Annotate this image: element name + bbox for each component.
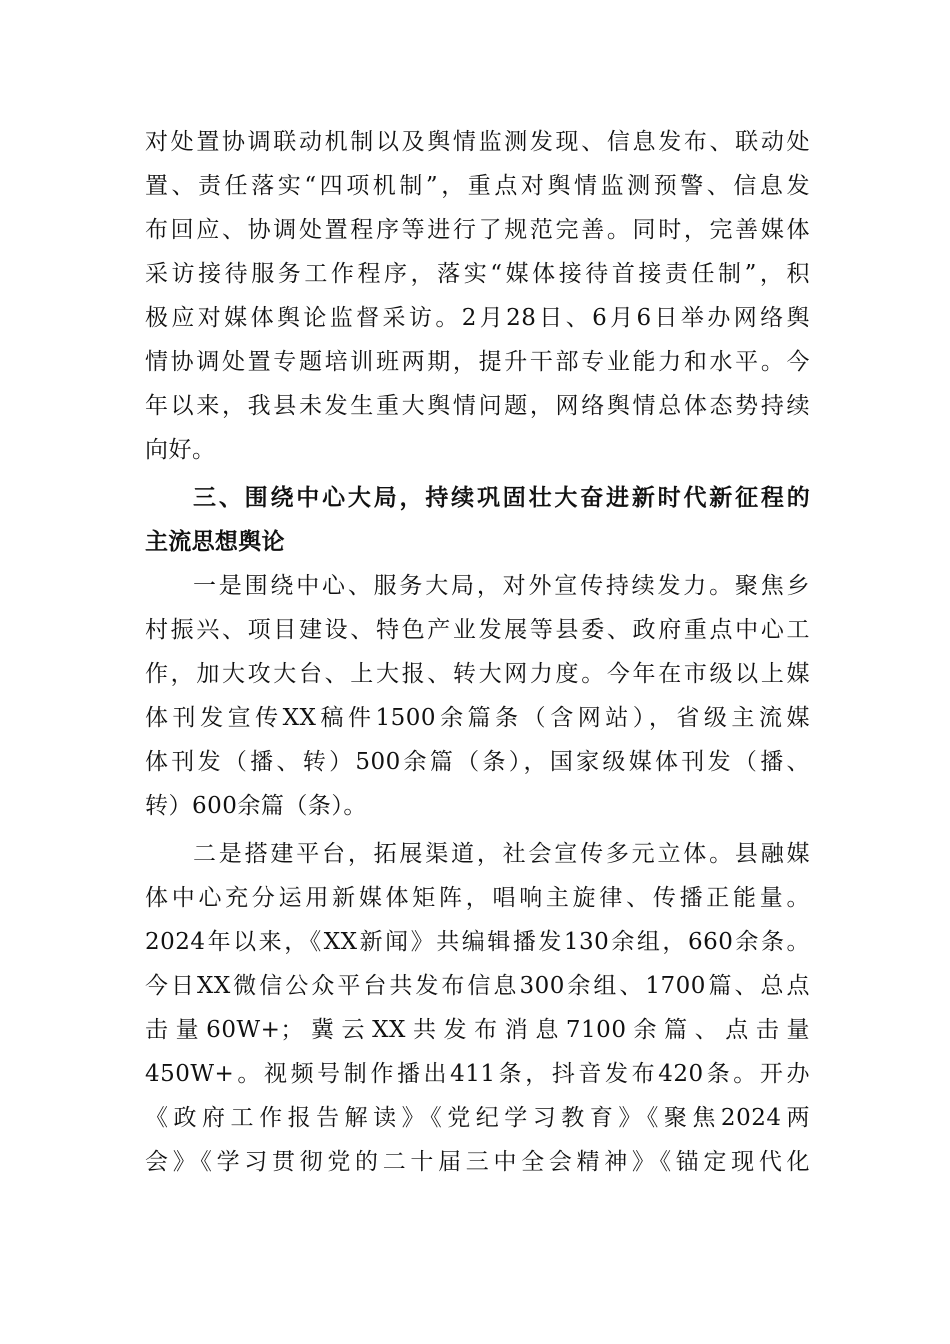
paragraph-3-line: 二是搭建平台，拓展渠道，社会宣传多元立体。县融媒 [193, 841, 810, 867]
paragraph-2-line: 一是围绕中心、服务大局，对外宣传持续发力。聚焦乡 [193, 573, 810, 599]
paragraph-2-line: 村振兴、项目建设、特色产业发展等县委、政府重点中心工 [145, 617, 810, 643]
paragraph-3-line: 会》《学习贯彻党的二十届三中全会精神》《锚定现代化 [145, 1149, 810, 1175]
paragraph-2-line: 作，加大攻大台、上大报、转大网力度。今年在市级以上媒 [145, 661, 810, 687]
paragraph-1-line: 年以来，我县未发生重大舆情问题，网络舆情总体态势持续 [145, 393, 810, 419]
paragraph-3-line: 450W+。视频号制作播出411条，抖音发布420条。开办 [145, 1061, 810, 1087]
paragraph-1-line: 采访接待服务工作程序，落实“媒体接待首接责任制”，积 [145, 261, 810, 287]
paragraph-3-line: 《政府工作报告解读》《党纪学习教育》《聚焦2024两 [145, 1105, 810, 1131]
paragraph-1-line: 置、责任落实“四项机制”，重点对舆情监测预警、信息发 [145, 173, 810, 199]
section-heading-3: 三、围绕中心大局，持续巩固壮大奋进新时代新征程的 [193, 485, 810, 511]
paragraph-2-line: 转）600余篇（条）。 [145, 793, 367, 819]
paragraph-1-line: 极应对媒体舆论监督采访。2月28日、6月6日举办网络舆 [145, 305, 810, 331]
paragraph-1-line: 对处置协调联动机制以及舆情监测发现、信息发布、联动处 [145, 129, 810, 155]
paragraph-3-line: 体中心充分运用新媒体矩阵，唱响主旋律、传播正能量。 [145, 885, 810, 911]
paragraph-3-line: 击量60W+；冀云XX共发布消息7100余篇、点击量 [145, 1017, 810, 1043]
paragraph-2-line: 体刊发宣传XX稿件1500余篇条（含网站），省级主流媒 [145, 705, 810, 731]
section-heading-3: 主流思想舆论 [145, 529, 285, 555]
paragraph-1-line: 向好。 [145, 437, 216, 463]
paragraph-1-line: 布回应、协调处置程序等进行了规范完善。同时，完善媒体 [145, 217, 810, 243]
paragraph-3-line: 2024年以来，《XX新闻》共编辑播发130余组，660余条。 [145, 929, 810, 955]
paragraph-3-line: 今日XX微信公众平台共发布信息300余组、1700篇、总点 [145, 973, 810, 999]
paragraph-2-line: 体刊发（播、转）500余篇（条），国家级媒体刊发（播、 [145, 749, 810, 775]
paragraph-1-line: 情协调处置专题培训班两期，提升干部专业能力和水平。今 [145, 349, 810, 375]
